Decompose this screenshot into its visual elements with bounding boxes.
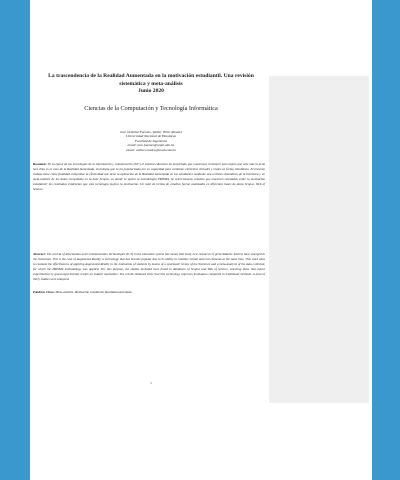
keywords-text: Meta-análisis, Motivación estudiantil, Realidad aumentada: [55, 290, 132, 294]
document-date: Junio 2020: [138, 88, 164, 95]
sidebar-panel: [269, 76, 369, 403]
abstract-text: The arrival of Information and Communication Technologies (ICT) in the education system has meant that many new resources of great didactic interest have emerged in the classroom. This is the case of Augmented Reality, a technology that has become popular due to its ability to combine virtual and real elements at the same time. This work aims to evaluate the effectiveness of applying Augmented Reality to the motivation of students by means of a systematic review of the literature and a meta-analysis of the data collected, for which the PRISMA methodology was applied. For this purpose, the studies included were found in databases of Scopus and Web of Science, selecting those that report experimental or quasi-experimental results on student motivation. The results obtained show that this technology improves motivation compared to traditional methods. A total of thirty studies were analyzed.: [33, 252, 265, 281]
author-line: Facultad de Ingeniería: [134, 138, 168, 143]
keywords-label: Palabras Clave:: [33, 290, 55, 294]
author-line: email: jose.fuentes@unah.edu.hn: [127, 143, 175, 148]
author-line: José Ordoñez Fuentes, Walter Villar Rosales: [119, 130, 183, 134]
abstract-paragraph: [33, 252, 265, 281]
document-title-block: [36, 73, 266, 96]
resumen-label: Resumen:: [33, 162, 47, 166]
document-title: La trascendencia de la Realidad Aumentada en la motivación estudiantil. Una revisión sistemática y meta-análisis: [48, 73, 254, 87]
author-line: email: walter.rosales@unah.edu.hn: [126, 147, 176, 152]
resumen-text: En la época de las tecnologías de la información y comunicación (TIC) el sistema educativo ha propiciado que numerosas revisiones sean objeto que vale más la pena leer. Esto es el caso de la Realidad Aumentada, tecnología que se ha popularizado por su capacidad para combinar elementos virtuales y reales en forma simultánea. El presente trabajo tiene como finalidad comprobar la efectividad que tiene la aplicación de la Realidad Aumentada en los estudiantes mediante una revisión sistemática de la literatura y un meta-análisis de los datos recopilados en la base Scopus, en donde se aplicó la metodología PRISMA. Se seleccionaron estudios que muestran resultados sobre la motivación estudiantil; los resultados evidencian que esta tecnología mejora la motivación. Un total de treinta de estudios fueron analizados en diferentes bases de datos Scopus, Web of Science.: [33, 162, 266, 191]
document-page: [30, 0, 372, 480]
author-line: Universidad Nacional de Honduras: [125, 134, 177, 139]
author-block: [90, 130, 212, 152]
abstract-label: Abstract:: [33, 252, 46, 256]
resumen-paragraph: [33, 162, 265, 191]
keywords-paragraph: [33, 290, 265, 295]
page-number: 1: [150, 381, 152, 385]
document-subtitle: Ciencias de la Computación y Tecnología Informática: [84, 105, 218, 112]
